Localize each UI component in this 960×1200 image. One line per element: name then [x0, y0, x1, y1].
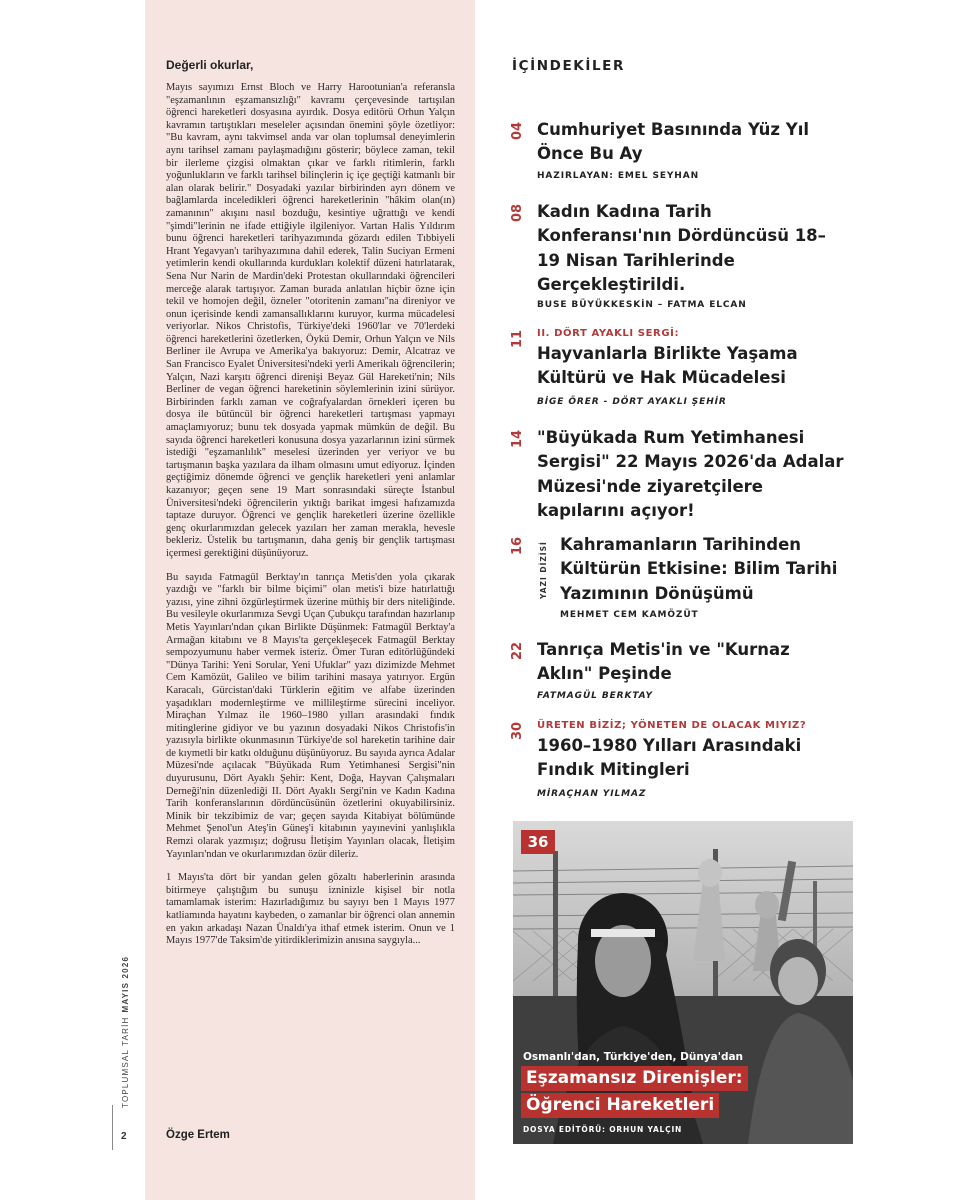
cover-title [521, 1066, 748, 1120]
toc-entry-author: FATMAGÜL BERKTAY [537, 691, 653, 701]
toc-entry[interactable] [510, 326, 855, 416]
page-number: 2 [121, 1131, 127, 1142]
toc-entry-author: MEHMET CEM KAMÖZÜT [560, 610, 699, 620]
toc-entry-title[interactable]: Kadın Kadına Tarih Konferansı'nın Dördüncüsü 18–19 Nisan Tarihlerinde Gerçekleştirildi. [537, 202, 826, 295]
toc-entry[interactable] [510, 118, 855, 188]
magazine-name: TOPLUMSAL TARİH [121, 1016, 130, 1108]
toc-entry[interactable] [510, 200, 855, 320]
editorial-paragraph-2: Bu sayıda Fatmagül Berktay'ın tanrıça Metis'den yola çıkarak yazdığı ve "farklı bir bilme biçimi" olan metis'i bize hatırlattığı yazısı, yine zihni özgürleştirmek üzerine müthiş bir ders niteliğinde. Bu vesileyle okurlarımıza Sevgi Uçan Çubukçu tarafından hazırlanıp Metis Yayınları'ndan çıkan Birlikte Düşünmek: Fatmagül Berktay'a Armağan kitabını ve 8 Mayıs'ta gerçekleşecek Fatmagül Berktay sempozyumunu haber vermek isteriz. Ömer Turan editörlüğündeki "Dünya Tarihi: Yeni Sorular, Yeni Ufuklar" yazı dizimizde Mehmet Cem Kamözüt, Galileo ve bilim tarihini masaya yatırıyor. Ergün Karacalı, Gürcistan'daki Türklerin eğitim ve alfabe üzerinden yaşadıkları modernleştirme ve millileştirme sürecini inceliyor. Miraçhan Yılmaz ile 1960–1980 yılları arasındaki fındık mitinglerine gidiyor ve bu yazının dosyadaki Nikos Christofis'in yazısıyla birlikte okunmasının Türkiye'de sol hareketin tarihine dair de kıymetli bir katkı olduğunu düşünüyoruz. Bu sayıda ayrıca Adalar Müzesi'nde açılacak "Büyükada Rum Yetimhanesi Sergisi"nin duyurusunu, Dört Ayaklı Şehir: Kent, Doğa, Hayvan Çalışmaları Derneği'nin düzenlediği II. Dört Ayaklı Sergi'nin ve Kadın Kadına Tarih konferanslarının dördüncüsünün özetlerini okuyabilirsiniz. Minik bir tekzibimiz de var; geçen sayıda Kitabiyat bölümünde Mehmet Şenol'un Ateş'in Güneş'i kitabının yayınevini yanlışlıkla Remzi olarak yazmışız; doğrusu İletişim Yayınları olacak, İletişim Yayınları'ndan ve okurlarımızdan özür dileriz. [166, 571, 455, 860]
toc-entry-title[interactable]: Hayvanlarla Birlikte Yaşama Kültürü ve Hak Mücadelesi [537, 344, 798, 388]
issue-date: MAYIS 2026 [121, 955, 130, 1013]
editorial-signature: Özge Ertem [166, 1129, 230, 1141]
cover-subtitle: Osmanlı'dan, Türkiye'den, Dünya'dan [523, 1051, 744, 1063]
editorial-paragraph-1: Mayıs sayımızı Ernst Bloch ve Harry Harootunian'a referansla "eşzamanlının eşzamansızlığı" kavramı çerçevesinde tartışılan öğrenci hareketleri dosyasına ayırdık. Dosya editörü Orhun Yalçın kavramın tartıştıkları meseleler açısından önemini şöyle özetliyor: "Bu kavram, aynı takvimsel anda var olan toplumsal deneyimlerin aynı tarihsel zamanı paylaşmadığını gösterir; böylece zaman, tekil bir ilerleme çizgisi olmaktan çıkar ve farklı ritimlerin, farklı yoğunlukların ve farklı tarihsel bilinçlerin iç içe geçtiği katmanlı bir alan olarak belirir." Dosyadaki yazılar birbirinden ayrı dönem ve bağlamlarda inceledikleri öğrenci hareketlerinin "hâkim olan(ın) zamanının" akışını nasıl bozduğu, kesintiye uğrattığı ve kendi "şimdi"lerinin ne ifade ettiğiyle ilgileniyor. Vartan Halis Yıldırım bunu öğrenci hareketleri tarihyazımında gözardı edilen Tıbbiyeli Hrant Yegavyan'ı tarihyazımına dahil ederek, Talin Suciyan Ermeni yetimlerin kendi okullarında kurdukları kolektif düzeni hatırlatarak, Sena Nur Narin de Mardin'deki Protestan okullarındaki öğrencileri merceğe alarak tartışıyor. Zaman burada anlatılan hiçbir özne için tekil ve homojen değil, özneler "otoritenin zamanı"na direniyor ve onun içerisinde kendi zamansallıklarını kuruyor, kurma mücadelesi veriyorlar. Nikos Christofis, Türkiye'deki 1960'lar ve 70'lerdeki öğrenci hareketlerini özetlerken, Öykü Demir, Orhun Yalçın ve Nils Berliner ile Avrupa ve Amerika'ya bakıyoruz: Demir, Alcatraz ve San Francisco Eyalet Üniversitesi'ndeki yerli Amerikalı öğrencilerin; Yalçın, Nazi karşıtı öğrenci direnişi Beyaz Gül Hareketi'nin; Nils Berliner de vegan öğrenci hareketinin söylemlerinin izini sürüyor. Birbirinden farklı zaman ve coğrafyalardan örnekleri içeren bu dosya ile bütüncül bir öğrenci hareketleri tartışması yapmayı amaçlamıyoruz; bunu tek dosyada yapmak mümkün de değil. Bu sayıda öğrenci hareketleri konusuna dosya yazarlarının izini sürmek istediği "eşzamanlılık" meselesi üzerinden yer veriyor ve bu tartışmanın başka yazılara da ilham olmasını umut ediyoruz. İçinden geçtiğimiz dönemde öğrenci ve gençlik hareketleri yeni anlamlar kazanıyor; geçen sene 19 Mart sonrasındaki süreçte İstanbul Üniversitesi'ndeki öğrencilerin yıktığı barikat imgesi hafızamızda taptaze duruyor. Öğrenci ve gençlik hareketleri üzerine özellikle genç okurlarımızdan gelecek yazıları her zaman merakla, hevesle bekleriz. Üstelik bu tartışmanın, daha geniş bir gençlik tartışması içermesi gerektiğini düşünüyoruz. [166, 82, 455, 559]
toc-entry[interactable] [510, 718, 855, 808]
toc-title: İÇİNDEKİLER [512, 58, 625, 74]
running-footer [121, 956, 130, 1108]
toc-page-number: 22 [510, 641, 525, 660]
toc-entry-title[interactable]: Tanrıça Metis'in ve "Kurnaz Aklın" Peşinde [537, 640, 790, 684]
toc-entry-kicker: II. DÖRT AYAKLI SERGİ: [537, 328, 680, 339]
dossier-cover[interactable] [513, 821, 853, 1144]
toc-page-number: 30 [510, 721, 525, 740]
editorial-column [166, 58, 455, 959]
toc-entry-title[interactable]: Kahramanların Tarihinden Kültürün Etkisine: Bilim Tarihi Yazımının Dönüşümü [560, 535, 838, 603]
toc-entry-title[interactable]: Cumhuriyet Basınında Yüz Yıl Önce Bu Ay [537, 120, 810, 164]
footer-divider [112, 1105, 113, 1150]
toc-entry-author: BİGE ÖRER - DÖRT AYAKLI ŞEHİR [537, 397, 727, 407]
cover-page-number: 36 [521, 830, 555, 854]
toc-page-number: 16 [510, 536, 525, 555]
toc-entry-kicker: ÜRETEN BİZİZ; YÖNETEN DE OLACAK MIYIZ? [537, 720, 807, 731]
cover-title-line-2: Öğrenci Hareketleri [521, 1093, 719, 1118]
toc-page-number: 08 [510, 203, 525, 222]
toc-entry[interactable] [510, 533, 855, 628]
toc-entry[interactable] [510, 638, 855, 708]
toc-entry-author: BUSE BÜYÜKKESKİN – FATMA ELCAN [537, 300, 747, 310]
series-label: YAZI DİZİSİ [539, 541, 548, 599]
toc-entry-author: HAZIRLAYAN: EMEL SEYHAN [537, 171, 700, 181]
toc-page-number: 11 [510, 329, 525, 348]
toc-page-number: 04 [510, 121, 525, 140]
cover-title-line-1: Eşzamansız Direnişler: [521, 1066, 748, 1091]
toc-page-number: 14 [510, 429, 525, 448]
cover-editor: DOSYA EDİTÖRÜ: ORHUN YALÇIN [523, 1125, 683, 1134]
toc-entry[interactable] [510, 426, 855, 526]
editorial-paragraph-3: 1 Mayıs'ta dört bir yandan gelen gözaltı haberlerinin arasında bitirmeye çalıştığım bu sunuşu izninizle kişisel bir notla tamamlamak isterim: Hazırladığımız bu sayıyı ben 1 Mayıs 1977 katliamında hayatını kaybeden, o zamanlar bir öğrenci olan annemin en yakın arkadaşı Nazan Ünaldı'ya ithaf etmek isterim. Onun ve 1 Mayıs 1977'de Taksim'de yitirdiklerimizin anısına saygıyla... [166, 872, 455, 947]
toc-entry-author: MİRAÇHAN YILMAZ [537, 789, 647, 799]
editorial-greeting: Değerli okurlar, [166, 58, 254, 72]
toc-entry-title[interactable]: 1960–1980 Yılları Arasındaki Fındık Mitingleri [537, 736, 802, 780]
toc-entry-title[interactable]: "Büyükada Rum Yetimhanesi Sergisi" 22 Mayıs 2026'da Adalar Müzesi'nde ziyaretçilere kapılarını açıyor! [537, 428, 844, 521]
